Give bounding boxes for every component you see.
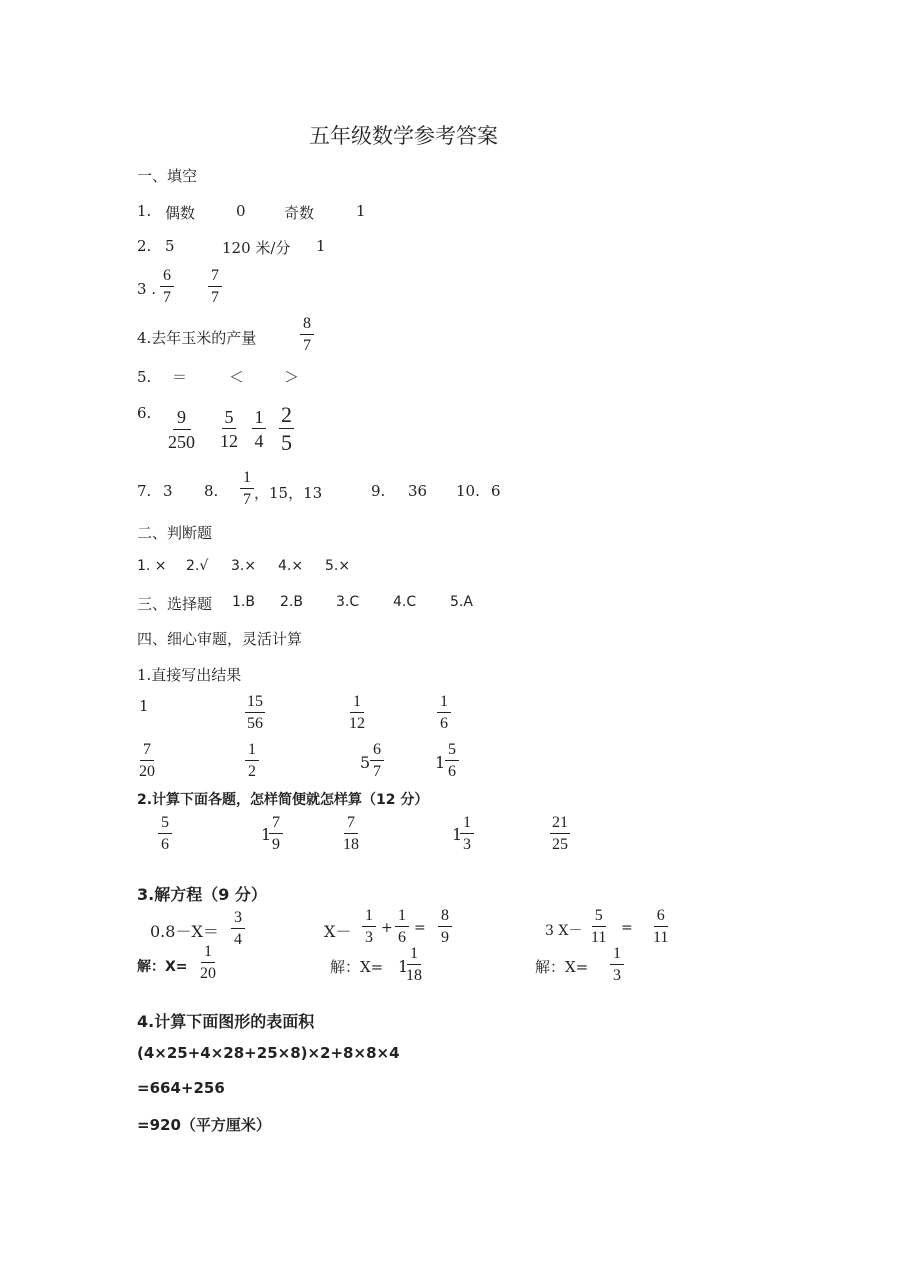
fraction: $\frac{1}{6}$ xyxy=(437,694,451,732)
answer-item: 4.× xyxy=(278,558,304,574)
question-number: 2. xyxy=(137,237,152,255)
equal-sign: ＝ xyxy=(172,368,188,386)
section-heading-fill-blank: 一、填空 xyxy=(137,167,198,185)
question-number: 5. xyxy=(137,368,152,386)
fraction: $\frac{6}{7}$ xyxy=(160,268,174,306)
fraction: $\frac{7}{7}$ xyxy=(208,268,222,306)
answer-item: 5.A xyxy=(450,594,473,610)
question-number: 1. xyxy=(137,202,152,220)
fraction: $\frac{2}{5}$ xyxy=(281,402,292,455)
equation-left: X－ xyxy=(324,922,352,941)
fraction: $\frac{3}{4}$ xyxy=(231,910,245,948)
section-heading-true-false: 二、判断题 xyxy=(137,524,213,542)
answer-text: 36 xyxy=(408,482,428,500)
fraction: $\frac{9}{250}$ xyxy=(168,407,195,452)
answer-item: 3.× xyxy=(231,558,257,574)
mixed-number-whole: 1 xyxy=(435,753,446,772)
fraction: $\frac{8}{9}$ xyxy=(438,908,452,946)
subsection-heading-surface-area: 4.计算下面图形的表面积 xyxy=(137,1012,315,1031)
equal-sign: = xyxy=(414,920,426,936)
fraction: $\frac{1}{12}$ xyxy=(349,693,365,732)
question-number: 3 . xyxy=(137,280,157,298)
result-value: 1 xyxy=(139,697,149,715)
fraction: $\frac{1}{3}$ xyxy=(460,815,474,853)
fraction: $\frac{1}{3}$ xyxy=(610,946,624,984)
mixed-number-whole: 1 xyxy=(452,825,463,844)
fraction: $\frac{21}{25}$ xyxy=(552,814,568,853)
section-heading-multiple-choice: 三、选择题 xyxy=(137,595,213,613)
answer-item: 1.B xyxy=(232,594,255,610)
equation-left: 0.8－X＝ xyxy=(150,922,219,941)
answer-item: 2.√ xyxy=(186,558,209,574)
answer-text: 1 xyxy=(356,202,366,220)
fraction: $\frac{8}{7}$ xyxy=(300,316,314,354)
greater-than-sign: ＞ xyxy=(284,368,300,386)
answer-item: 1. × xyxy=(137,558,167,574)
fraction: $\frac{5}{6}$ xyxy=(158,815,172,853)
fraction: $\frac{7}{9}$ xyxy=(269,815,283,853)
question-number: 8. xyxy=(204,482,219,500)
answer-text: 0 xyxy=(236,202,246,220)
fraction: $\frac{1}{2}$ xyxy=(245,742,259,780)
subsection-heading-direct-results: 1.直接写出结果 xyxy=(137,666,242,684)
answer-text: ，15，13 xyxy=(254,484,323,502)
page-title: 五年级数学参考答案 xyxy=(309,124,498,148)
question-number: 10. xyxy=(456,482,480,500)
equal-sign: = xyxy=(621,920,633,936)
plus-sign: + xyxy=(381,920,393,936)
fraction: $\frac{6}{11}$ xyxy=(653,907,669,946)
calculation-line: =664+256 xyxy=(137,1079,225,1097)
answer-item: 3.C xyxy=(336,594,360,610)
calculation-result: =920（平方厘米） xyxy=(137,1116,271,1134)
question-number: 7. xyxy=(137,482,152,500)
fraction: $\frac{5}{12}$ xyxy=(220,407,238,451)
answer-label: 4.去年玉米的产量 xyxy=(137,329,257,347)
calculation-line: (4×25+4×28+25×8)×2+8×8×4 xyxy=(137,1044,400,1062)
subsection-heading-equations: 3.解方程（9 分） xyxy=(137,885,267,904)
answer-text: 1 xyxy=(316,237,326,255)
question-number: 9. xyxy=(371,482,386,500)
answer-text: 120 米/分 xyxy=(222,239,291,257)
mixed-number-whole: 5 xyxy=(360,753,371,772)
subsection-heading-simplify: 2.计算下面各题，怎样简便就怎样算（12 分） xyxy=(137,792,429,808)
fraction: $\frac{7}{20}$ xyxy=(139,741,155,780)
answer-text: 3 xyxy=(163,482,173,500)
fraction: $\frac{7}{18}$ xyxy=(343,814,359,853)
solution-label: 解：X= xyxy=(137,959,188,975)
answer-text: 偶数 xyxy=(165,204,196,222)
equation-left: 3 X－ xyxy=(545,923,583,939)
answer-text: 5 xyxy=(165,237,175,255)
fraction: $\frac{1}{6}$ xyxy=(395,908,409,946)
fraction: $\frac{1}{20}$ xyxy=(200,943,216,982)
fraction: $\frac{15}{56}$ xyxy=(247,693,263,732)
fraction: $\frac{6}{7}$ xyxy=(370,742,384,780)
fraction: $\frac{1}{18}$ xyxy=(406,945,422,984)
answer-text: 奇数 xyxy=(284,204,315,222)
solution-label: 解：X= xyxy=(330,958,384,976)
answer-item: 2.B xyxy=(280,594,303,610)
answer-text: 6 xyxy=(491,482,501,500)
solution-label: 解：X= xyxy=(535,958,589,976)
fraction: $\frac{1}{4}$ xyxy=(252,408,266,450)
fraction: $\frac{5}{11}$ xyxy=(591,907,607,946)
answer-item: 4.C xyxy=(393,594,417,610)
mixed-number-whole: 1 xyxy=(398,957,409,976)
fraction: $\frac{1}{3}$ xyxy=(362,908,376,946)
question-number: 6. xyxy=(137,404,152,422)
fraction: $\frac{1}{7}$ xyxy=(240,470,254,508)
less-than-sign: ＜ xyxy=(229,368,245,386)
mixed-number-whole: 1 xyxy=(261,825,272,844)
answer-item: 5.× xyxy=(325,558,351,574)
fraction: $\frac{5}{6}$ xyxy=(445,742,459,780)
section-heading-calculation: 四、细心审题，灵活计算 xyxy=(137,630,303,648)
